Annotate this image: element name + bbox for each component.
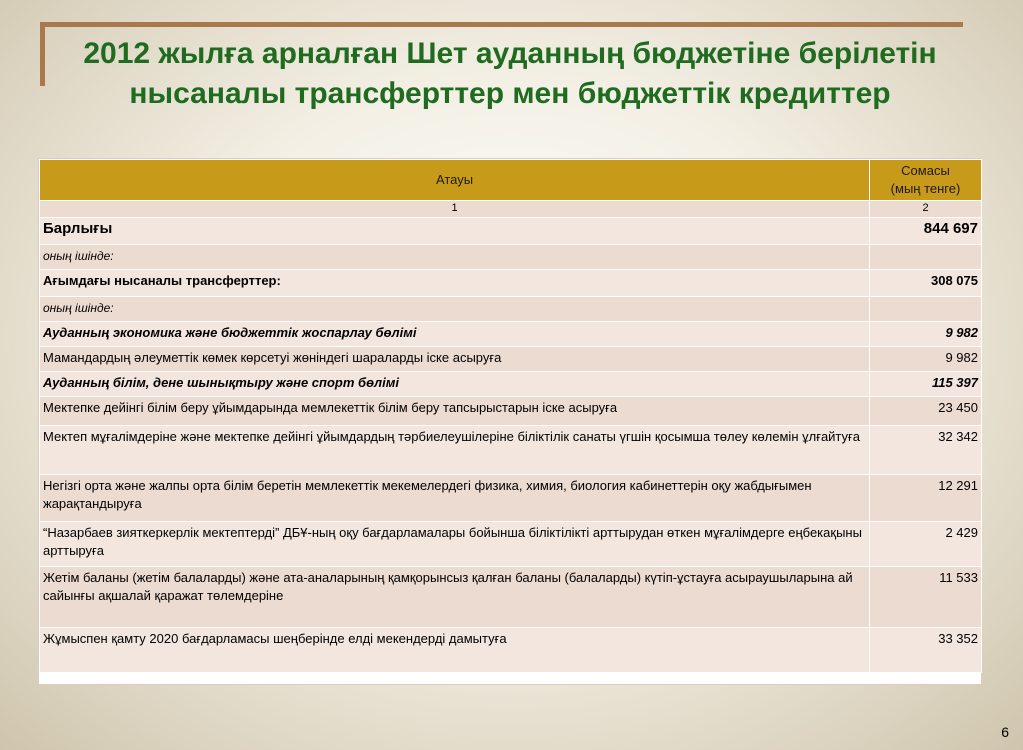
row-label: Мектепке дейінгі білім беру ұйымдарында мемлекеттік білім беру тапсырыстарын іске асыруға [40,397,870,426]
row-label: Ауданның экономика және бюджеттік жоспарлау бөлімі [40,322,870,347]
table-row-including [40,297,982,322]
row-label: Ағымдағы нысаналы трансферттер: [40,270,870,297]
row-value: 23 450 [870,397,982,426]
header-name: Атауы [40,160,870,201]
frame-top-bar [40,22,963,27]
table-row-section-education [40,372,982,397]
table-row [40,426,982,475]
table-row-current-transfers [40,270,982,297]
row-label: Барлығы [40,218,870,245]
row-label: Мектеп мұғалімдеріне және мектепке дейінгі ұйымдардың тәрбиелеушілеріне біліктілік санаты үгшін қосымша төлеу көлемін ұлғайтуға [40,426,870,475]
column-number-row [40,201,982,218]
table-row [40,567,982,628]
row-value: 9 982 [870,322,982,347]
row-label: Жұмыспен қамту 2020 бағдарламасы шеңберінде елді мекендерді дамытуға [40,628,870,673]
table-row [40,347,982,372]
budget-table [39,159,982,673]
row-value [870,297,982,322]
row-label: Мамандардың әлеуметтік көмек көрсетуі жөніндегі шараларды іске асыруға [40,347,870,372]
table-row [40,397,982,426]
table-row [40,628,982,673]
row-value: 844 697 [870,218,982,245]
table-row [40,475,982,522]
table-row-including [40,245,982,270]
column-number-1: 1 [40,201,870,218]
row-value: 11 533 [870,567,982,628]
table-header-row [40,160,982,201]
row-label: Негізгі орта және жалпы орта білім беретін мемлекеттік мекемелердегі физика, химия, биология кабинеттерін оқу жабдығымен жарақтандыруға [40,475,870,522]
row-label: оның ішінде: [40,297,870,322]
row-label: Жетім баланы (жетім балаларды) және ата-аналарының қамқорынсыз қалған баланы (балаларды) күтіп-ұстауға асыраушыларына ай сайынғы ақшалай қаражат төлемдеріне [40,567,870,628]
header-amount [870,160,982,201]
frame-left-bar [40,22,45,86]
row-value: 115 397 [870,372,982,397]
slide-title: 2012 жылға арналған Шет ауданның бюджетіне берілетін нысаналы трансферттер мен бюджеттік кредиттер [83,37,937,110]
row-label: оның ішінде: [40,245,870,270]
row-value [870,245,982,270]
header-amount-line1: Сомасы [901,163,950,178]
budget-table-container [38,158,982,685]
row-label: “Назарбаев зияткеркерлік мектептерді” ДБҰ-ның оқу бағдарламалары бойынша біліктілікті арттырудан өткен мұғалімдерге еңбекақыны арттыруға [40,522,870,567]
column-number-2: 2 [870,201,982,218]
row-value: 33 352 [870,628,982,673]
row-value: 2 429 [870,522,982,567]
table-row-section-economy [40,322,982,347]
row-value: 32 342 [870,426,982,475]
table-row [40,522,982,567]
header-amount-line2: (мың тенге) [890,181,961,196]
row-value: 9 982 [870,347,982,372]
row-label: Ауданның білім, дене шынықтыру және спорт бөлімі [40,372,870,397]
row-value: 308 075 [870,270,982,297]
page-number: 6 [1001,724,1009,740]
row-value: 12 291 [870,475,982,522]
table-row-total [40,218,982,245]
